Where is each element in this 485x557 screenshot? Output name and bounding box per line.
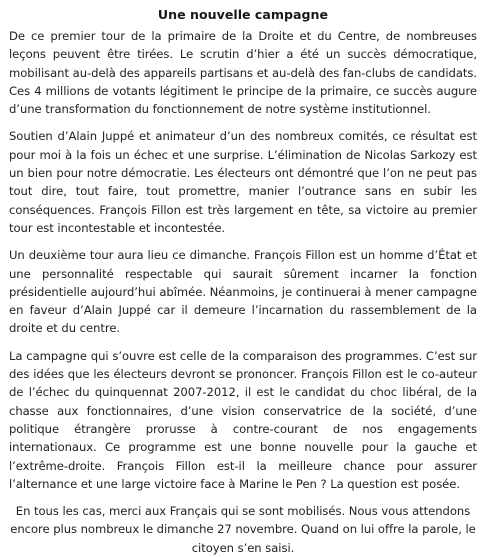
paragraph-second-round: Un deuxième tour aura lieu ce dimanche. François Fillon est un homme d’État et une personnalité respectable qui saurait sûrement incarner la fonction présidentielle aujourd’hui abîmée. Néanmoins, je continuerai à mener campagne en faveur d’Alain Juppé car il demeure l’incarnation du rassemblement de la droite et du centre. — [9, 248, 477, 336]
article-title: Une nouvelle campagne — [157, 7, 329, 22]
paragraph-intro: De ce premier tour de la primaire de la Droite et du Centre, de nombreuses leçons peuvent être tirées. Le scrutin d’hier a été un succès démocratique, mobilisant au-delà des appareils partisans et au-delà des fan-clubs de candidats. Ces 4 millions de votants légitiment le principe de la primaire, ce succès augure d’une transformation du fonctionnement de notre système institutionnel. — [9, 29, 477, 117]
paragraph-closing: En tous les cas, merci aux Français qui se sont mobilisés. Nous vous attendons encore plus nombreux le dimanche 27 novembre. Quand on lui offre la parole, le citoyen s’en saisi. — [10, 504, 476, 555]
paragraph-programmes: La campagne qui s’ouvre est celle de la comparaison des programmes. C’est sur des idées que les électeurs devront se prononcer. François Fillon est le co-auteur de l’échec du quinquennat 2007-2012, il est le candidat du choc libéral, de la chasse aux fonctionnaires, d’une vision conservatrice de la société, d’une politique étrangère prorusse à contre-courant de nos engagements internationaux. Ce programme est une bonne nouvelle pour la gauche et l’extrême-droite. François Fillon est-il la meilleure chance pour assurer l’alternance et une large victoire face à Marine le Pen ? La question est posée. — [9, 348, 477, 491]
paragraph-support: Soutien d’Alain Juppé et animateur d’un des nombreux comités, ce résultat est pour moi à la fois un échec et une surprise. L’élimination de Nicolas Sarkozy est un bien pour notre démocratie. Les électeurs ont démontré que l’on ne peut pas tout dire, tout faire, tout promettre, manier l’outrance sans en subir les conséquences. François Fillon est très largement en tête, sa victoire au premier tour est incontestable et incontestée. — [9, 129, 477, 235]
